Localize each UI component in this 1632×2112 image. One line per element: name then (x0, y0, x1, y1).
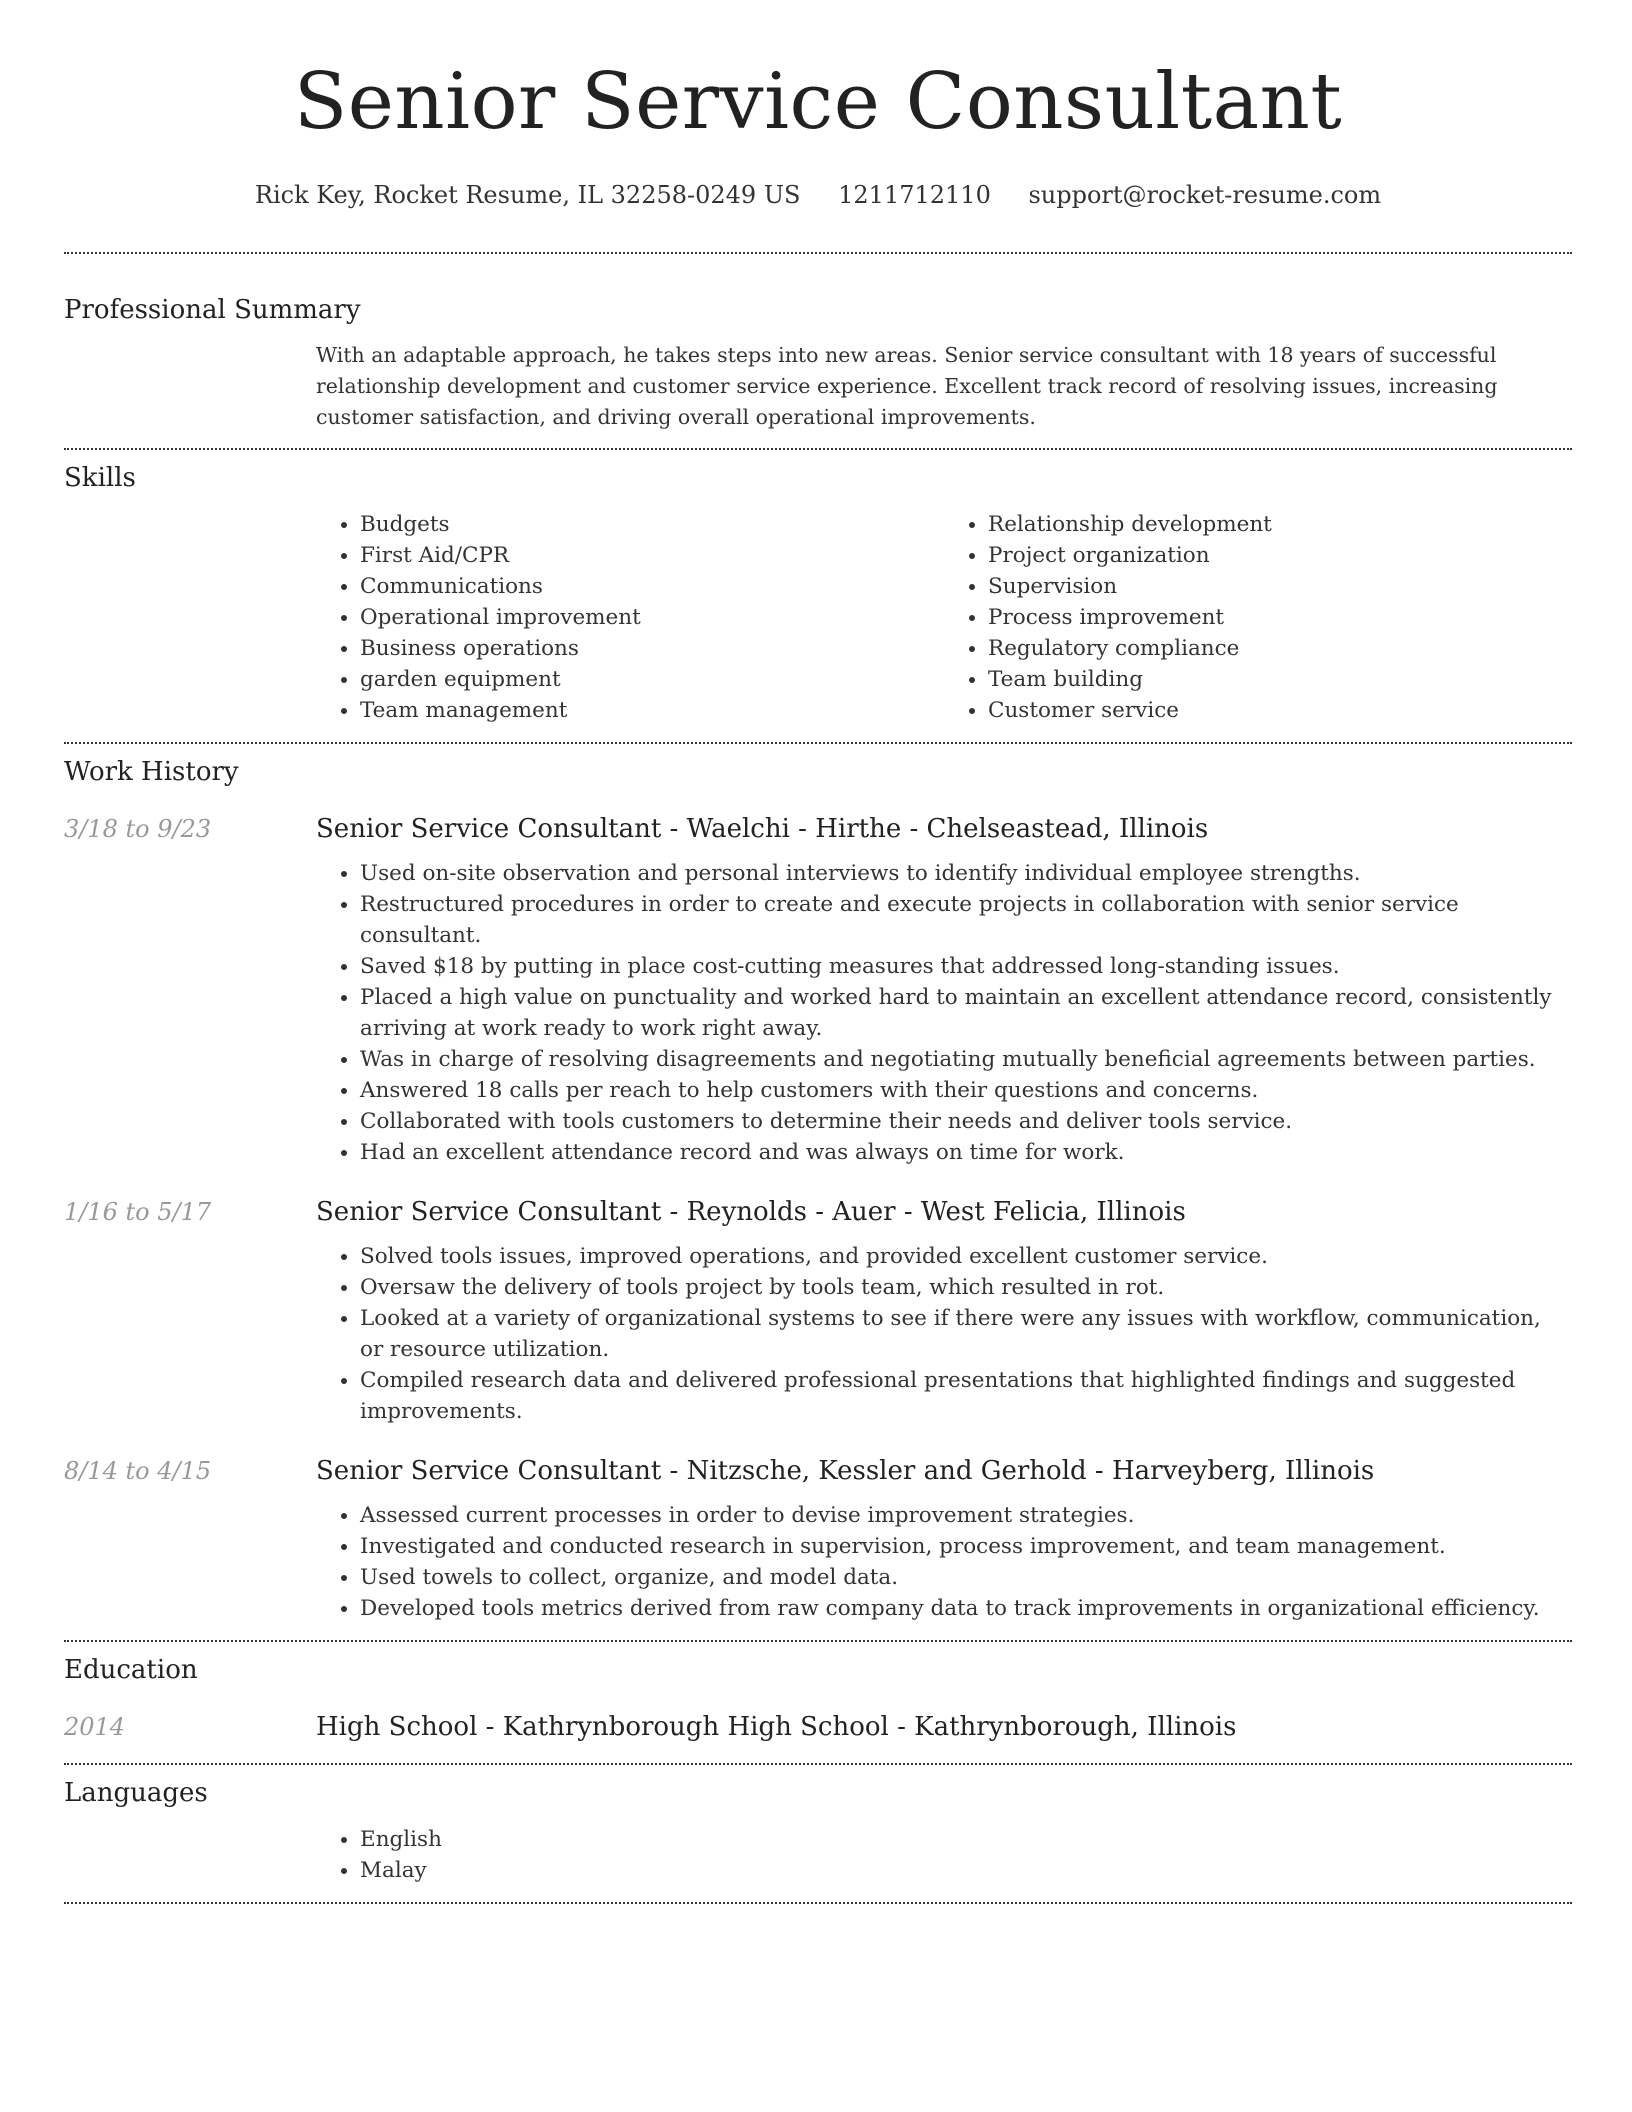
job-bullet: • Looked at a variety of organizational systems to see if there were any issues with workflow, communication, or resource utilization. (360, 1303, 1570, 1365)
skill-item: • Customer service (988, 695, 1572, 726)
language-item: • English (360, 1824, 1572, 1855)
summary-section-title: Professional Summary (64, 295, 361, 325)
skill-item: • First Aid/CPR (360, 540, 944, 571)
contact-line (64, 178, 1572, 212)
job-bullet: • Oversaw the delivery of tools project by tools team, which resulted in rot. (360, 1272, 1570, 1303)
skill-item: • Budgets (360, 509, 944, 540)
job-entry (64, 812, 1572, 846)
education-year: 2014 (64, 1713, 126, 1741)
skill-item: • Team management (360, 695, 944, 726)
job-bullet: • Investigated and conducted research in supervision, process improvement, and team management. (360, 1531, 1570, 1562)
job-bullet: • Developed tools metrics derived from raw company data to track improvements in organizational efficiency. (360, 1593, 1570, 1624)
skill-item: • Relationship development (988, 509, 1572, 540)
job-bullets (316, 1241, 1572, 1427)
contact-phone: 1211712110 (838, 181, 991, 209)
skill-item: • Process improvement (988, 602, 1572, 633)
skill-item: • Project organization (988, 540, 1572, 571)
job-bullet: • Compiled research data and delivered professional presentations that highlighted findings and suggested improvements. (360, 1365, 1570, 1427)
contact-address: Rick Key, Rocket Resume, IL 32258-0249 US (254, 181, 801, 209)
job-bullet: • Used on-site observation and personal interviews to identify individual employee strengths. (360, 858, 1570, 889)
job-bullet: • Had an excellent attendance record and was always on time for work. (360, 1137, 1570, 1168)
job-bullet: • Restructured procedures in order to create and execute projects in collaboration with senior service consultant. (360, 889, 1570, 951)
job-heading: Senior Service Consultant - Waelchi - Hirthe - Chelseastead, Illinois (316, 814, 1209, 844)
education-entry (64, 1710, 1572, 1744)
job-bullet: • Assessed current processes in order to devise improvement strategies. (360, 1500, 1570, 1531)
divider (64, 448, 1572, 450)
language-item: • Malay (360, 1855, 1572, 1886)
job-entry (64, 1195, 1572, 1229)
skill-item: • Supervision (988, 571, 1572, 602)
skills-section-title: Skills (64, 463, 136, 493)
job-dates: 1/16 to 5/17 (64, 1198, 212, 1226)
divider (64, 1902, 1572, 1904)
job-bullet: • Used towels to collect, organize, and model data. (360, 1562, 1570, 1593)
skill-item: • Business operations (360, 633, 944, 664)
skill-item: • Regulatory compliance (988, 633, 1572, 664)
skill-item: • Communications (360, 571, 944, 602)
divider (64, 742, 1572, 744)
education-section-title: Education (64, 1655, 198, 1685)
job-bullet: • Answered 18 calls per reach to help customers with their questions and concerns. (360, 1075, 1570, 1106)
skills-column-right (944, 509, 1572, 726)
languages-section-title: Languages (64, 1778, 208, 1808)
job-entry (64, 1454, 1572, 1488)
skills-column-left (316, 509, 944, 726)
job-bullets (316, 1500, 1572, 1624)
resume-page (64, 0, 1572, 1904)
resume-name: Senior Service Consultant (293, 57, 1343, 147)
job-dates: 3/18 to 9/23 (64, 815, 212, 843)
skill-item: • Team building (988, 664, 1572, 695)
divider (64, 1640, 1572, 1642)
work-section-title: Work History (64, 757, 239, 787)
job-bullets (316, 858, 1572, 1168)
divider (64, 1763, 1572, 1765)
divider (64, 252, 1572, 254)
job-bullet: • Saved $18 by putting in place cost-cutting measures that addressed long-standing issues. (360, 951, 1570, 982)
contact-email: support@rocket-resume.com (1028, 181, 1382, 209)
job-heading: Senior Service Consultant - Nitzsche, Kessler and Gerhold - Harveyberg, Illinois (316, 1456, 1375, 1486)
job-dates: 8/14 to 4/15 (64, 1457, 212, 1485)
education-heading: High School - Kathrynborough High School - Kathrynborough, Illinois (316, 1712, 1237, 1742)
job-bullet: • Was in charge of resolving disagreements and negotiating mutually beneficial agreements between parties. (360, 1044, 1570, 1075)
job-heading: Senior Service Consultant - Reynolds - Auer - West Felicia, Illinois (316, 1197, 1186, 1227)
job-bullet: • Solved tools issues, improved operations, and provided excellent customer service. (360, 1241, 1570, 1272)
skill-item: • garden equipment (360, 664, 944, 695)
languages-list (316, 1824, 1572, 1886)
job-bullet: • Collaborated with tools customers to determine their needs and deliver tools service. (360, 1106, 1570, 1137)
skills-list (316, 509, 1572, 726)
skill-item: • Operational improvement (360, 602, 944, 633)
job-bullet: • Placed a high value on punctuality and worked hard to maintain an excellent attendance record, consistently arriving at work ready to work right away. (360, 982, 1570, 1044)
summary-text: With an adaptable approach, he takes steps into new areas. Senior service consultant with 18 years of successful relationship development and customer service experience. Excellent track record of resolving issues, increasing customer satisfaction, and driving overall operational improvements. (316, 343, 1498, 429)
